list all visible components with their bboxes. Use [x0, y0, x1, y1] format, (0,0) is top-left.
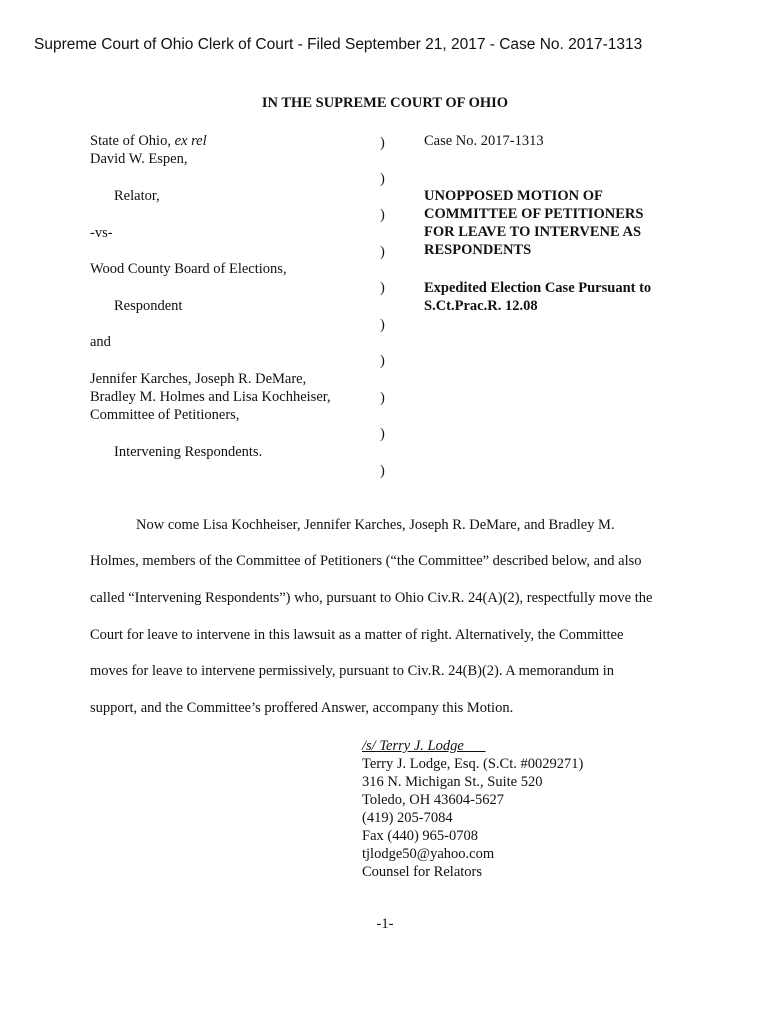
signature-line-7: Counsel for Relators [362, 864, 483, 880]
motion-title-line-1: UNOPPOSED MOTION OF [424, 188, 603, 204]
expedited-line-1: Expedited Election Case Pursuant to [424, 280, 652, 296]
signature-email: tjlodge50@yahoo.com [362, 846, 495, 862]
caption-paren: ) [380, 280, 385, 296]
intervenors-role: Intervening Respondents. [114, 444, 263, 460]
motion-title-line-3: FOR LEAVE TO INTERVENE AS [424, 224, 642, 240]
caption-paren: ) [380, 390, 385, 406]
signature-line-2: 316 N. Michigan St., Suite 520 [362, 774, 543, 790]
caption-paren: ) [380, 353, 385, 369]
case-number: Case No. 2017-1313 [424, 133, 544, 149]
intervenors-line-1: Jennifer Karches, Joseph R. DeMare, [90, 371, 307, 387]
body-line-4: Court for leave to intervene in this lawsuit as a matter of right. Alternatively, the Committee [90, 627, 624, 643]
relator-role: Relator, [114, 188, 160, 204]
caption-paren: ) [380, 207, 385, 223]
relator-line-1: State of Ohio, ex rel [90, 133, 207, 149]
caption-paren: ) [380, 135, 385, 151]
caption-paren: ) [380, 244, 385, 260]
caption-paren: ) [380, 463, 385, 479]
signature-line-4: (419) 205-7084 [362, 810, 453, 826]
body-line-5: moves for leave to intervene permissively, pursuant to Civ.R. 24(B)(2). A memorandum in [90, 663, 615, 679]
caption-paren: ) [380, 171, 385, 187]
respondent-name: Wood County Board of Elections, [90, 261, 287, 277]
expedited-line-2: S.Ct.Prac.R. 12.08 [424, 298, 538, 314]
versus: -vs- [90, 225, 113, 241]
signature: /s/ Terry J. Lodge [362, 738, 486, 754]
body-line-6: support, and the Committee’s proffered Answer, accompany this Motion. [90, 700, 514, 716]
court-heading: IN THE SUPREME COURT OF OHIO [261, 95, 509, 111]
body-line-3: called “Intervening Respondents”) who, pursuant to Ohio Civ.R. 24(A)(2), respectfully move the [90, 590, 653, 606]
intervenors-line-3: Committee of Petitioners, [90, 407, 240, 423]
caption-paren: ) [380, 317, 385, 333]
signature-line-3: Toledo, OH 43604-5627 [362, 792, 504, 808]
motion-title-line-2: COMMITTEE OF PETITIONERS [424, 206, 644, 222]
body-line-2: Holmes, members of the Committee of Petitioners (“the Committee” described below, and also [90, 553, 642, 569]
page-number: -1- [376, 916, 394, 932]
filing-stamp: Supreme Court of Ohio Clerk of Court - Filed September 21, 2017 - Case No. 2017-1313 [34, 36, 643, 53]
relator-line-2: David W. Espen, [90, 151, 188, 167]
motion-title-line-4: RESPONDENTS [424, 242, 532, 258]
signature-line-5: Fax (440) 965-0708 [362, 828, 478, 844]
and-label: and [90, 334, 111, 350]
body-line-1: Now come Lisa Kochheiser, Jennifer Karches, Joseph R. DeMare, and Bradley M. [136, 517, 615, 533]
caption-paren: ) [380, 426, 385, 442]
intervenors-line-2: Bradley M. Holmes and Lisa Kochheiser, [90, 389, 331, 405]
respondent-role: Respondent [114, 298, 183, 314]
signature-line-1: Terry J. Lodge, Esq. (S.Ct. #0029271) [362, 756, 584, 772]
